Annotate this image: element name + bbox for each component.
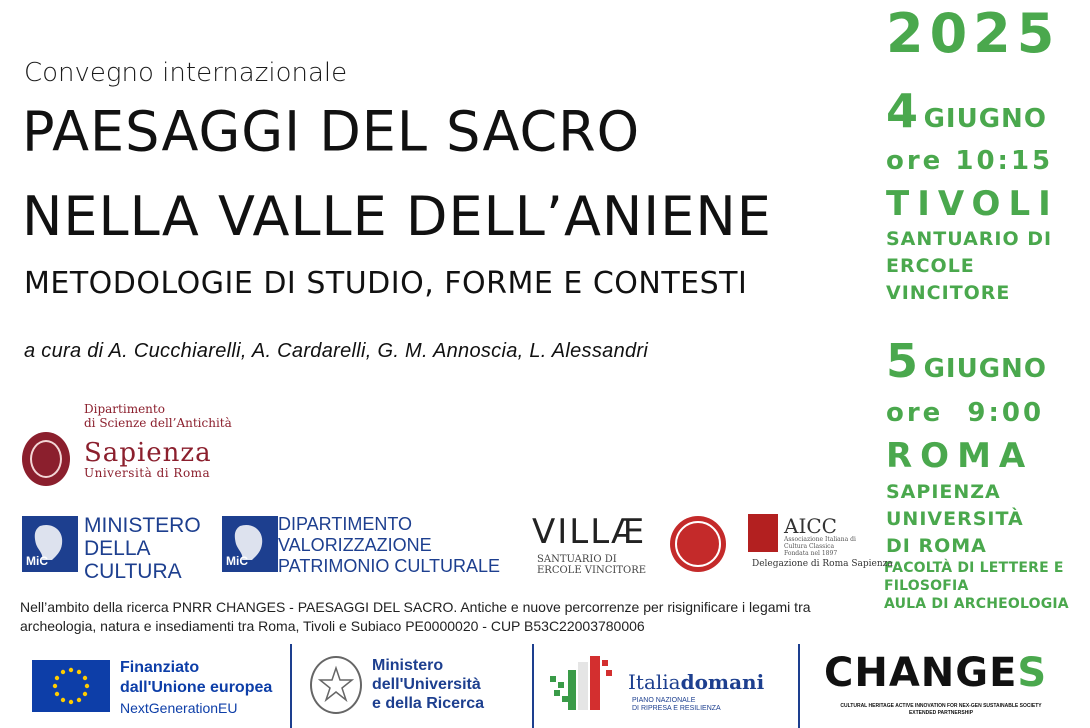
dipartimento-valorizzazione — [278, 514, 500, 577]
villae-subtitle-line: ERCOLE VINCITORE — [537, 565, 647, 576]
eu-line: Finanziato — [120, 659, 200, 676]
mic-logo-icon — [22, 516, 78, 572]
italia-domani-subtitle — [632, 697, 721, 713]
mur-line: dell'Università — [372, 676, 481, 693]
day2-date — [886, 334, 1047, 388]
italia-sub-line: DI RIPRESA E RESILIENZA — [632, 705, 721, 712]
changes-sub-line: EXTENDED PARTNERSHIP — [908, 710, 974, 716]
changes-s: S — [1017, 650, 1048, 696]
eu-line: NextGenerationEU — [120, 700, 238, 716]
day2-venue-line: SAPIENZA — [886, 481, 1001, 503]
divider — [290, 644, 292, 728]
italia-sub-line: PIANO NAZIONALE — [632, 697, 696, 704]
changes-sub-line: CULTURAL HERITAGE ACTIVE INNOVATION FOR NEX-GEN SUSTAINABLE SOCIETY — [840, 703, 1042, 709]
day1-date — [886, 84, 1047, 138]
ministero-cultura-line: MINISTERO — [84, 514, 201, 537]
day1-city: TIVOLI — [886, 184, 1059, 224]
mur-line: Ministero — [372, 657, 444, 674]
day2-venue-line: DI ROMA — [886, 535, 987, 557]
domani-part: domani — [680, 670, 765, 694]
day2-sub-venue-line: FACOLTÀ DI LETTERE E — [884, 560, 1064, 576]
red-seal-icon — [670, 516, 726, 572]
department-line: Dipartimento — [84, 402, 165, 416]
mur-line: e della Ricerca — [372, 695, 485, 712]
sapienza-seal-icon — [22, 432, 70, 486]
day1-venue-line: ERCOLE — [886, 255, 975, 277]
italian-republic-emblem-icon — [310, 656, 362, 714]
day1-venue — [886, 226, 1052, 307]
italia-domani-text — [628, 670, 764, 694]
aicc-description: Associazione Italiana di Cultura Classica Fondata nel 1897 — [784, 536, 856, 557]
villae-logo: VILLÆ — [532, 512, 647, 552]
day2-city: ROMA — [886, 436, 1034, 476]
eu-flag-icon — [32, 660, 110, 712]
divider — [532, 644, 534, 728]
divider — [798, 644, 800, 728]
italia-part: Italia — [628, 670, 681, 694]
changes-subtitle — [826, 703, 1056, 717]
department-name — [84, 402, 232, 430]
event-subtitle: METODOLOGIE DI STUDIO, FORME E CONTESTI — [24, 266, 748, 301]
dipartimento-valorizzazione-line: DIPARTIMENTO — [278, 514, 413, 534]
changes-text: CHANGE — [824, 650, 1018, 696]
italia-domani-logo-icon — [546, 652, 622, 716]
dipartimento-valorizzazione-line: PATRIMONIO CULTURALE — [278, 556, 501, 576]
sapienza-subtitle: Università di Roma — [84, 466, 211, 480]
aicc-delegation: Delegazione di Roma Sapienza — [752, 559, 893, 569]
title-line-1: PAESAGGI DEL SACRO — [22, 99, 641, 164]
curators: a cura di A. Cucchiarelli, A. Cardarelli, G. M. Annoscia, L. Alessandri — [24, 340, 649, 362]
sapienza-name: Sapienza — [84, 438, 212, 468]
aicc-title: AICC — [784, 514, 837, 538]
ministero-cultura-line: DELLA — [84, 537, 151, 560]
day2-sub-venue-line: AULA DI ARCHEOLOGIA — [884, 596, 1069, 612]
changes-logo — [824, 650, 1047, 696]
villae-subtitle-line: SANTUARIO DI — [537, 554, 617, 565]
mic-label: MiC — [226, 554, 248, 568]
title-line-2: NELLA VALLE DELL’ANIENE — [22, 185, 772, 248]
villae-subtitle — [537, 554, 646, 576]
event-kind: Convegno internazionale — [24, 58, 348, 88]
eu-line: dall'Unione europea — [120, 679, 273, 696]
aicc-icon — [748, 514, 778, 552]
mic-logo-icon — [222, 516, 278, 572]
mic-label: MiC — [26, 554, 48, 568]
day2-venue-line: UNIVERSITÀ — [886, 508, 1024, 530]
day2-venue — [886, 479, 1024, 560]
day2-number: 5 — [886, 334, 919, 388]
dipartimento-valorizzazione-line: VALORIZZAZIONE — [278, 535, 432, 555]
mur-text — [372, 656, 484, 713]
department-line: di Scienze dell’Antichità — [84, 416, 232, 430]
day1-number: 4 — [886, 84, 919, 138]
ministero-cultura-line: CULTURA — [84, 560, 182, 583]
day1-venue-line: SANTUARIO DI — [886, 228, 1053, 250]
day1-month: GIUGNO — [923, 104, 1047, 134]
day2-time-text: ore 9:00 — [886, 398, 1045, 428]
day2-time — [886, 398, 1044, 428]
day1-time: ore 10:15 — [886, 146, 1054, 176]
day1-venue-line: VINCITORE — [886, 282, 1011, 304]
event-year: 2025 — [886, 2, 1061, 65]
ministero-cultura — [84, 514, 201, 583]
eu-funding-text — [120, 658, 272, 718]
day2-sub-venue-line: FILOSOFIA — [884, 578, 969, 594]
research-note: Nell’ambito della ricerca PNRR CHANGES - PAESAGGI DEL SACRO. Antiche e nuove percorrenze per risignificare i legami tra archeologia, natura e insediamenti tra Roma, Tivoli e Subiaco PE0000020 - CUP B53C22003780006 — [20, 599, 811, 634]
day2-month: GIUGNO — [923, 354, 1047, 384]
day2-sub-venue — [884, 559, 1069, 613]
